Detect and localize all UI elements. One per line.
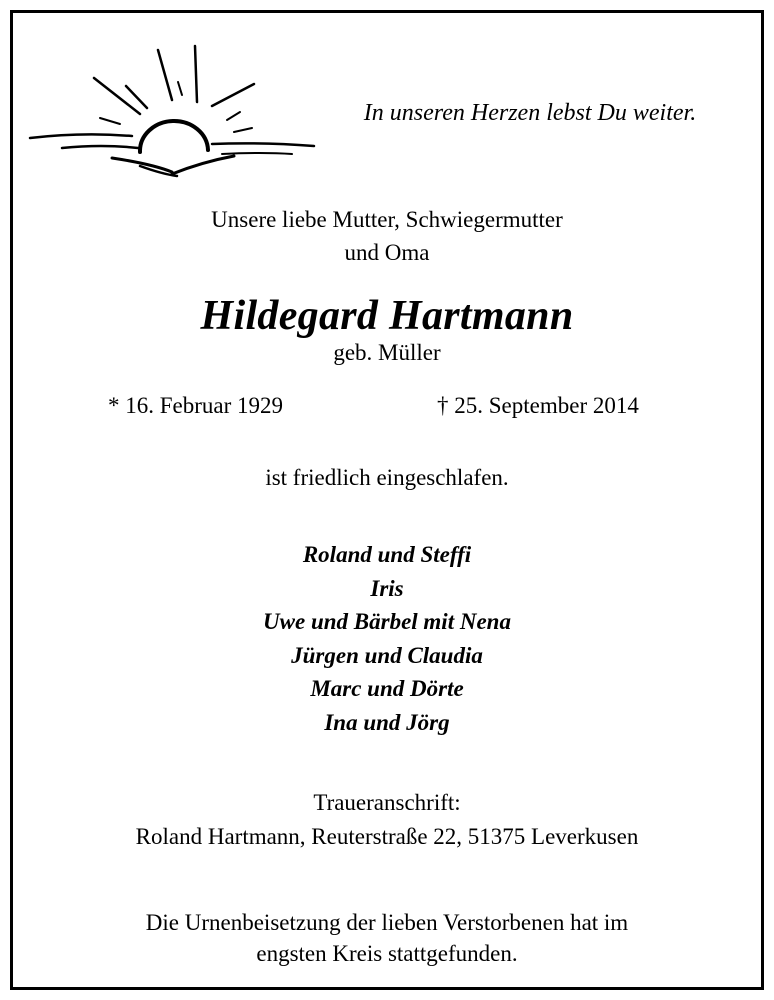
rising-sun-icon bbox=[22, 40, 322, 180]
motto-text: In unseren Herzen lebst Du weiter. bbox=[363, 100, 697, 126]
burial-line-1: Die Urnenbeisetzung der lieben Verstorbenen hat im bbox=[145, 910, 629, 935]
mourner-entry: Marc und Dörte bbox=[310, 676, 464, 701]
intro-line-1: Unsere liebe Mutter, Schwiegermutter bbox=[211, 207, 563, 232]
mourner-entry: Jürgen und Claudia bbox=[291, 642, 483, 668]
mourner-entry: Ina und Jörg bbox=[324, 709, 450, 735]
mourners-list bbox=[0, 538, 774, 739]
burial-note bbox=[0, 907, 774, 969]
intro-line-2: und Oma bbox=[344, 240, 430, 265]
birth-date: * 16. Februar 1929 bbox=[108, 393, 284, 418]
death-date: † 25. September 2014 bbox=[437, 393, 639, 418]
intro-text bbox=[0, 203, 774, 269]
deceased-name: Hildegard Hartmann bbox=[200, 293, 574, 339]
mourning-address: Roland Hartmann, Reuterstraße 22, 51375 Leverkusen bbox=[135, 824, 639, 849]
mourner-entry: Uwe und Bärbel mit Nena bbox=[263, 609, 511, 634]
mourner-entry: Iris bbox=[370, 575, 404, 601]
burial-line-2: engsten Kreis stattgefunden. bbox=[256, 941, 518, 966]
statement-text: ist friedlich eingeschlafen. bbox=[265, 465, 509, 490]
mourner-entry: Roland und Steffi bbox=[302, 542, 472, 567]
maiden-name: geb. Müller bbox=[333, 340, 441, 365]
address-label: Traueranschrift: bbox=[313, 790, 461, 815]
